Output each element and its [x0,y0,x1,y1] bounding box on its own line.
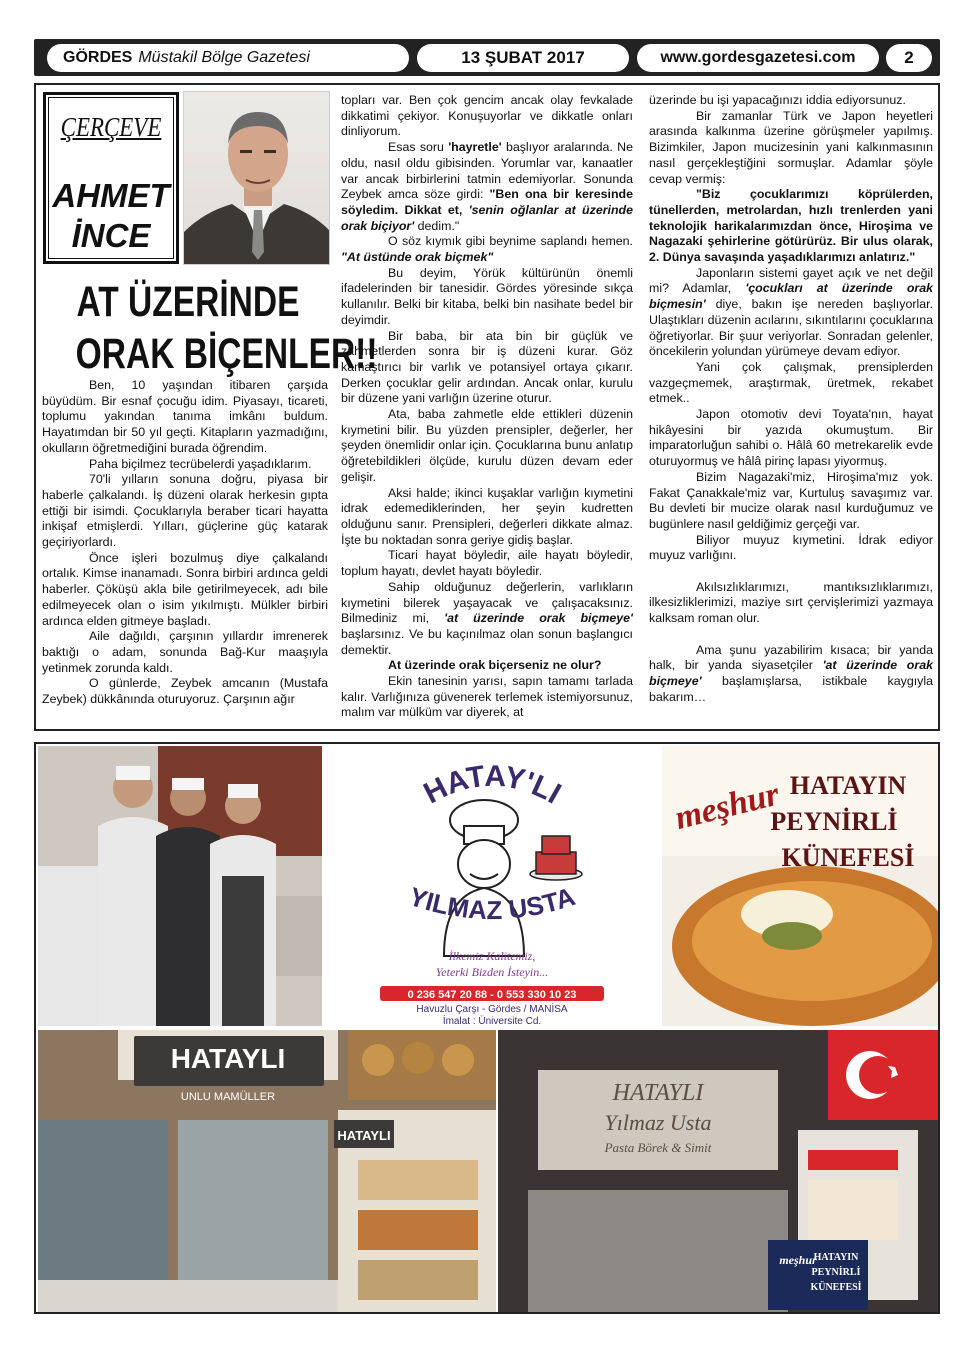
headline-line-1: AT ÜZERİNDE [76,278,300,326]
kunefe-meshur: meşhur [671,775,783,838]
article-column-3 [649,93,933,705]
paper-name-pill [47,44,409,72]
kunefe-line-1: HATAYIN [789,771,907,800]
author-first-name: AHMET [52,177,170,214]
website-link[interactable]: www.gordesgazetesi.com [637,44,879,72]
logo-arc-text: HATAY'LI [418,759,567,811]
paragraph: Ata, baba zahmetle elde ettikleri düzenin kıymetini bilir. Bu yüzden prensipler, değerler, her şeyden önemlidir onlar için. Çocuklarına bunu anlatıp öğretebildikleri ölçüde, kurulu düzen devam eder gelişir. [341,407,633,484]
author-last-name: İNCE [71,217,151,254]
paragraph: Akılsızlıklarımızı, mantıksızlıklarımızı, ilkesizliklerimizi, maziye sırt çervişlerimizi yazmaya kalksam roman olur. [649,579,933,626]
text-run: Esas soru [388,140,449,155]
paragraph: 70'li yılların sonuna doğru, piyasa bir haberle çalkalandı. İş düzeni olarak herkesin gıpta ettiği bir isimdi. Çocuklarıyla beraber ticari hayatta inkişaf etmişlerdi. Yılları, güçlerine güç katarak geçiriyorlardı. [42,472,328,550]
paragraph: üzerinde bu işi yapacağınızı iddia ediyorsunuz. [649,93,906,107]
paragraph: Biliyor muyuz kıymetini. İdrak ediyor muyuz varlığını. [649,532,933,563]
author-name [50,176,172,256]
paragraph [649,643,933,706]
storefront-photo [38,1030,496,1312]
store-sign-name: HATAYLI [612,1080,704,1106]
paragraph: Japon otomotiv devi Toyata'nın, hayat hikâyesini bir yazıda okumuştum. Bir imparatorluğun sahibi o. Hâlâ 60 metrekarelik evde oturuyormuş ve hâlâ pirinç lapası yiyormuş. [649,407,933,469]
column-name: ÇERÇEVE [60,112,162,142]
quote-bold: "Biz çocuklarımızı köprülerden, tünellerden, metrolardan, hızlı trenlerden yani teknolojik harikalarımızdan önce, Hiroşima ve Nagazaki şehirlerine götürürüz. Bir ulus olarak, 2. Dünya savaşında yaşadıklarımızı anlatırız." [649,187,933,265]
poster-line-3: KÜNEFESİ [810,1282,862,1293]
store-interior-photo [498,1030,938,1312]
text-run: diye, bakın işe nereden başlıyorlar. Ulaştıkları düzenin acılarını, sıkıntılarını çocuklarına öğretiyorlar. Bir şuur veriyorlar. Sonradan gelenler, öncekilerin yolundan yürümeye devam ediyor. [649,297,933,359]
text-run: Ama şunu yazabilirim kısaca; bir yanda halk, bir yanda siyasetçiler [649,642,933,673]
text-run: O söz kıymık gibi beynime saplandı hemen. [388,234,633,249]
paragraph: Ben, 10 yaşından itibaren çarşıda büyüdüm. Bir esnaf çocuğu idim. Piyasayı, ticareti, toplumu yakından tanıma imkânı buldum. Hayatımdan bir 50 yıl geçti. Kitapların yazmadığını, okulların öğretmediğini burada öğrendim. [42,378,328,455]
logo-name: YILMAZ USTA [405,881,579,926]
paragraph: Bu deyim, Yörük kültürünün önemli ifadelerinden bir tanesidir. Gördes yöresinde sıkça kullanılır. Belki bir kitaba, belki bin nasihate bedel bir deyimdir. [341,265,633,327]
chef-icon [444,800,582,956]
headline [75,276,378,380]
paragraph: Ticari hayat böyledir, aile hayatı böyledir, toplum hayatı, devlet hayatı böyledir. [341,548,633,579]
text-run: başlarsınız. Ve bu kaçınılmaz olan sonun başlangıcı demektir. [341,626,633,657]
page-number: 2 [886,44,932,72]
quote-bold-italic: "At üstünde orak biçmek" [341,250,494,265]
paragraph [341,580,633,659]
store-sign-owner: Yılmaz Usta [604,1110,712,1135]
poster-meshur: meşhur [779,1253,817,1267]
poster-line-1: HATAYIN [813,1252,859,1263]
bakery-logo [324,746,660,1026]
kunefe-line-3: KÜNEFESİ [781,843,915,872]
text-bold: 'hayretle' [448,140,502,155]
kunefe-line-2: PEYNİRLİ [770,807,898,836]
shop-sign-sub: UNLU MAMÜLLER [180,1091,276,1103]
shop-address: Havuzlu Çarşı - Gördes / MANİSA [416,1004,568,1015]
paragraph [341,234,633,265]
quote-bold-italic: 'senin oğlanlar at üzerinde orak biçiyor' [341,202,633,233]
shop-sign: HATAYLI [170,1043,286,1074]
paragraph: Aile dağıldı, çarşının yıllardır imrenerek baktığı o adam, sonunda Bağ-Kur maaşıyla yetinmek zorunda kaldı. [42,629,328,675]
paragraph: Bir zamanlar Türk ve Japon heyetleri arasında kalkınma üzerine görüşmeler yapılmış. Bizimkiler, Japon mucizesinin yani kalkınmasının nasıl gerçekleştiğini sormuşlar. Adamlar şöyle cevap vermiş: [649,108,933,186]
paragraph: Paha biçilmez tecrübelerdi yaşadıklarım. [89,456,312,471]
paragraph [341,140,633,234]
poster-line-2: PEYNİRLİ [811,1267,861,1278]
text-run: Sahip olduğunuz değerlerin, varlıkların kıymetini bilerek yaşayacak ve çalışacaksınız. Bilmediniz mi, [341,579,633,626]
article-column-1 [42,378,328,708]
subheading [341,658,633,674]
quote-bold-italic: 'çocukları at üzerinde orak biçmesin' [649,281,933,312]
paragraph: Bir baba, bir ata bin bir güçlük ve zahmetlerden sonra bir iş düzeni kurar. Göz kamaştırıcı bir varlık ve potansiyel ortaya çıkarır. Derken çocuklar gelir ardından. Ancak onlar, kurulu bir düzene yani varlığın üzerine oturur. [341,328,633,406]
paragraph [649,266,933,360]
kunefe-photo [662,746,938,1026]
headline-line-2: ORAK BİÇENLER!! [75,330,378,378]
paragraph: Yani çok çalışmak, prensiplerden vazgeçmemek, araştırmak, üretmek, rekabet etmek.. [649,359,933,406]
phone-numbers: 0 236 547 20 88 - 0 553 330 10 23 [407,989,577,1001]
production-address: İmalat : Üniversite Cd. [442,1016,542,1026]
quote-bold: "Ben ona bir keresinde söyledim. Dikkat et, [341,187,633,217]
subheading-text: At üzerinde orak biçerseniz ne olur? [388,658,602,673]
issue-date: 13 ŞUBAT 2017 [417,44,629,72]
paragraph: Aksi halde; ikinci kuşaklar varlığın kıymetini idrak edemediklerinden, her şeyin kudretten olduğunu sanır. Prensipleri, değerleri dikkate almaz. İşte bu noktadan sonra geriye gidiş başlar. [341,485,633,547]
quote-bold-italic: 'at üzerinde orak biçmeye' [649,658,933,688]
text-run: başlıyor aralarında. Ne oldu, nasıl oldu gibisinden. Yorumlar var, kanaatler var ancak birbirlerini tatmin edemiyorlar. Sonunda Zeybek amca söze girdi: [341,140,633,202]
paragraph: Önce işleri bozulmuş diye çalkalandı ortalık. Kimse inanamadı. Sonra birbiri ardınca geldi haberler. Çöküşü akla bile getirilmeyecek, adı bile edilmeyecek olan o isim yıkılmıştı. Mülkler birbiri ardınca elden gitmeye başladı. [42,550,328,628]
author-photo [183,91,330,265]
display-sign: HATAYLI [337,1128,391,1143]
paper-name: GÖRDES [63,49,133,66]
bakers-photo [38,746,322,1026]
paper-subtitle: Müstakil Bölge Gazetesi [138,49,310,66]
paragraph: Bizim Nagazaki'miz, Hiroşima'mız yok. Fakat Çanakkale'miz var, Kurtuluş savaşımız var. Bu devleti bir mucize olarak nasıl kurduğumuz ve bugünlere nasıl geldiğimiz gerçeği var. [649,469,933,531]
paragraph: Ekin tanesinin yarısı, sapın tamamı tarlada kalır. Varlığınıza güvenerek terlemek istemiyorsunuz, malım var mülküm var diyerek, at [341,674,633,720]
quote-bold-italic: 'at üzerinde orak biçmeye' [444,611,633,626]
slogan-line-2: Yeterki Bizden İsteyin... [435,965,549,979]
slogan-line-1: İlkemiz Kalitemiz, [448,949,536,963]
text-run: Japonların sistemi gayet açık ve net değil mi? Adamlar, [649,265,933,296]
text-run: başlamışlarsa, istikbale kaygıyla bakarım… [649,673,933,704]
quote-paragraph [649,187,933,266]
text-run: dedim." [414,218,460,233]
paragraph: topları var. Ben çok gencim ancak olay fevkalade dikkatimi çekiyor. Konuşuyorlar ve dikkatle onları dinliyorum. [341,93,633,139]
paragraph: O günlerde, Zeybek amcanın (Mustafa Zeybek) dükkânında oturuyoruz. Çarşının ağır [42,676,328,707]
store-sign-sub: Pasta Börek & Simit [604,1140,712,1155]
article-column-2 [341,93,633,721]
